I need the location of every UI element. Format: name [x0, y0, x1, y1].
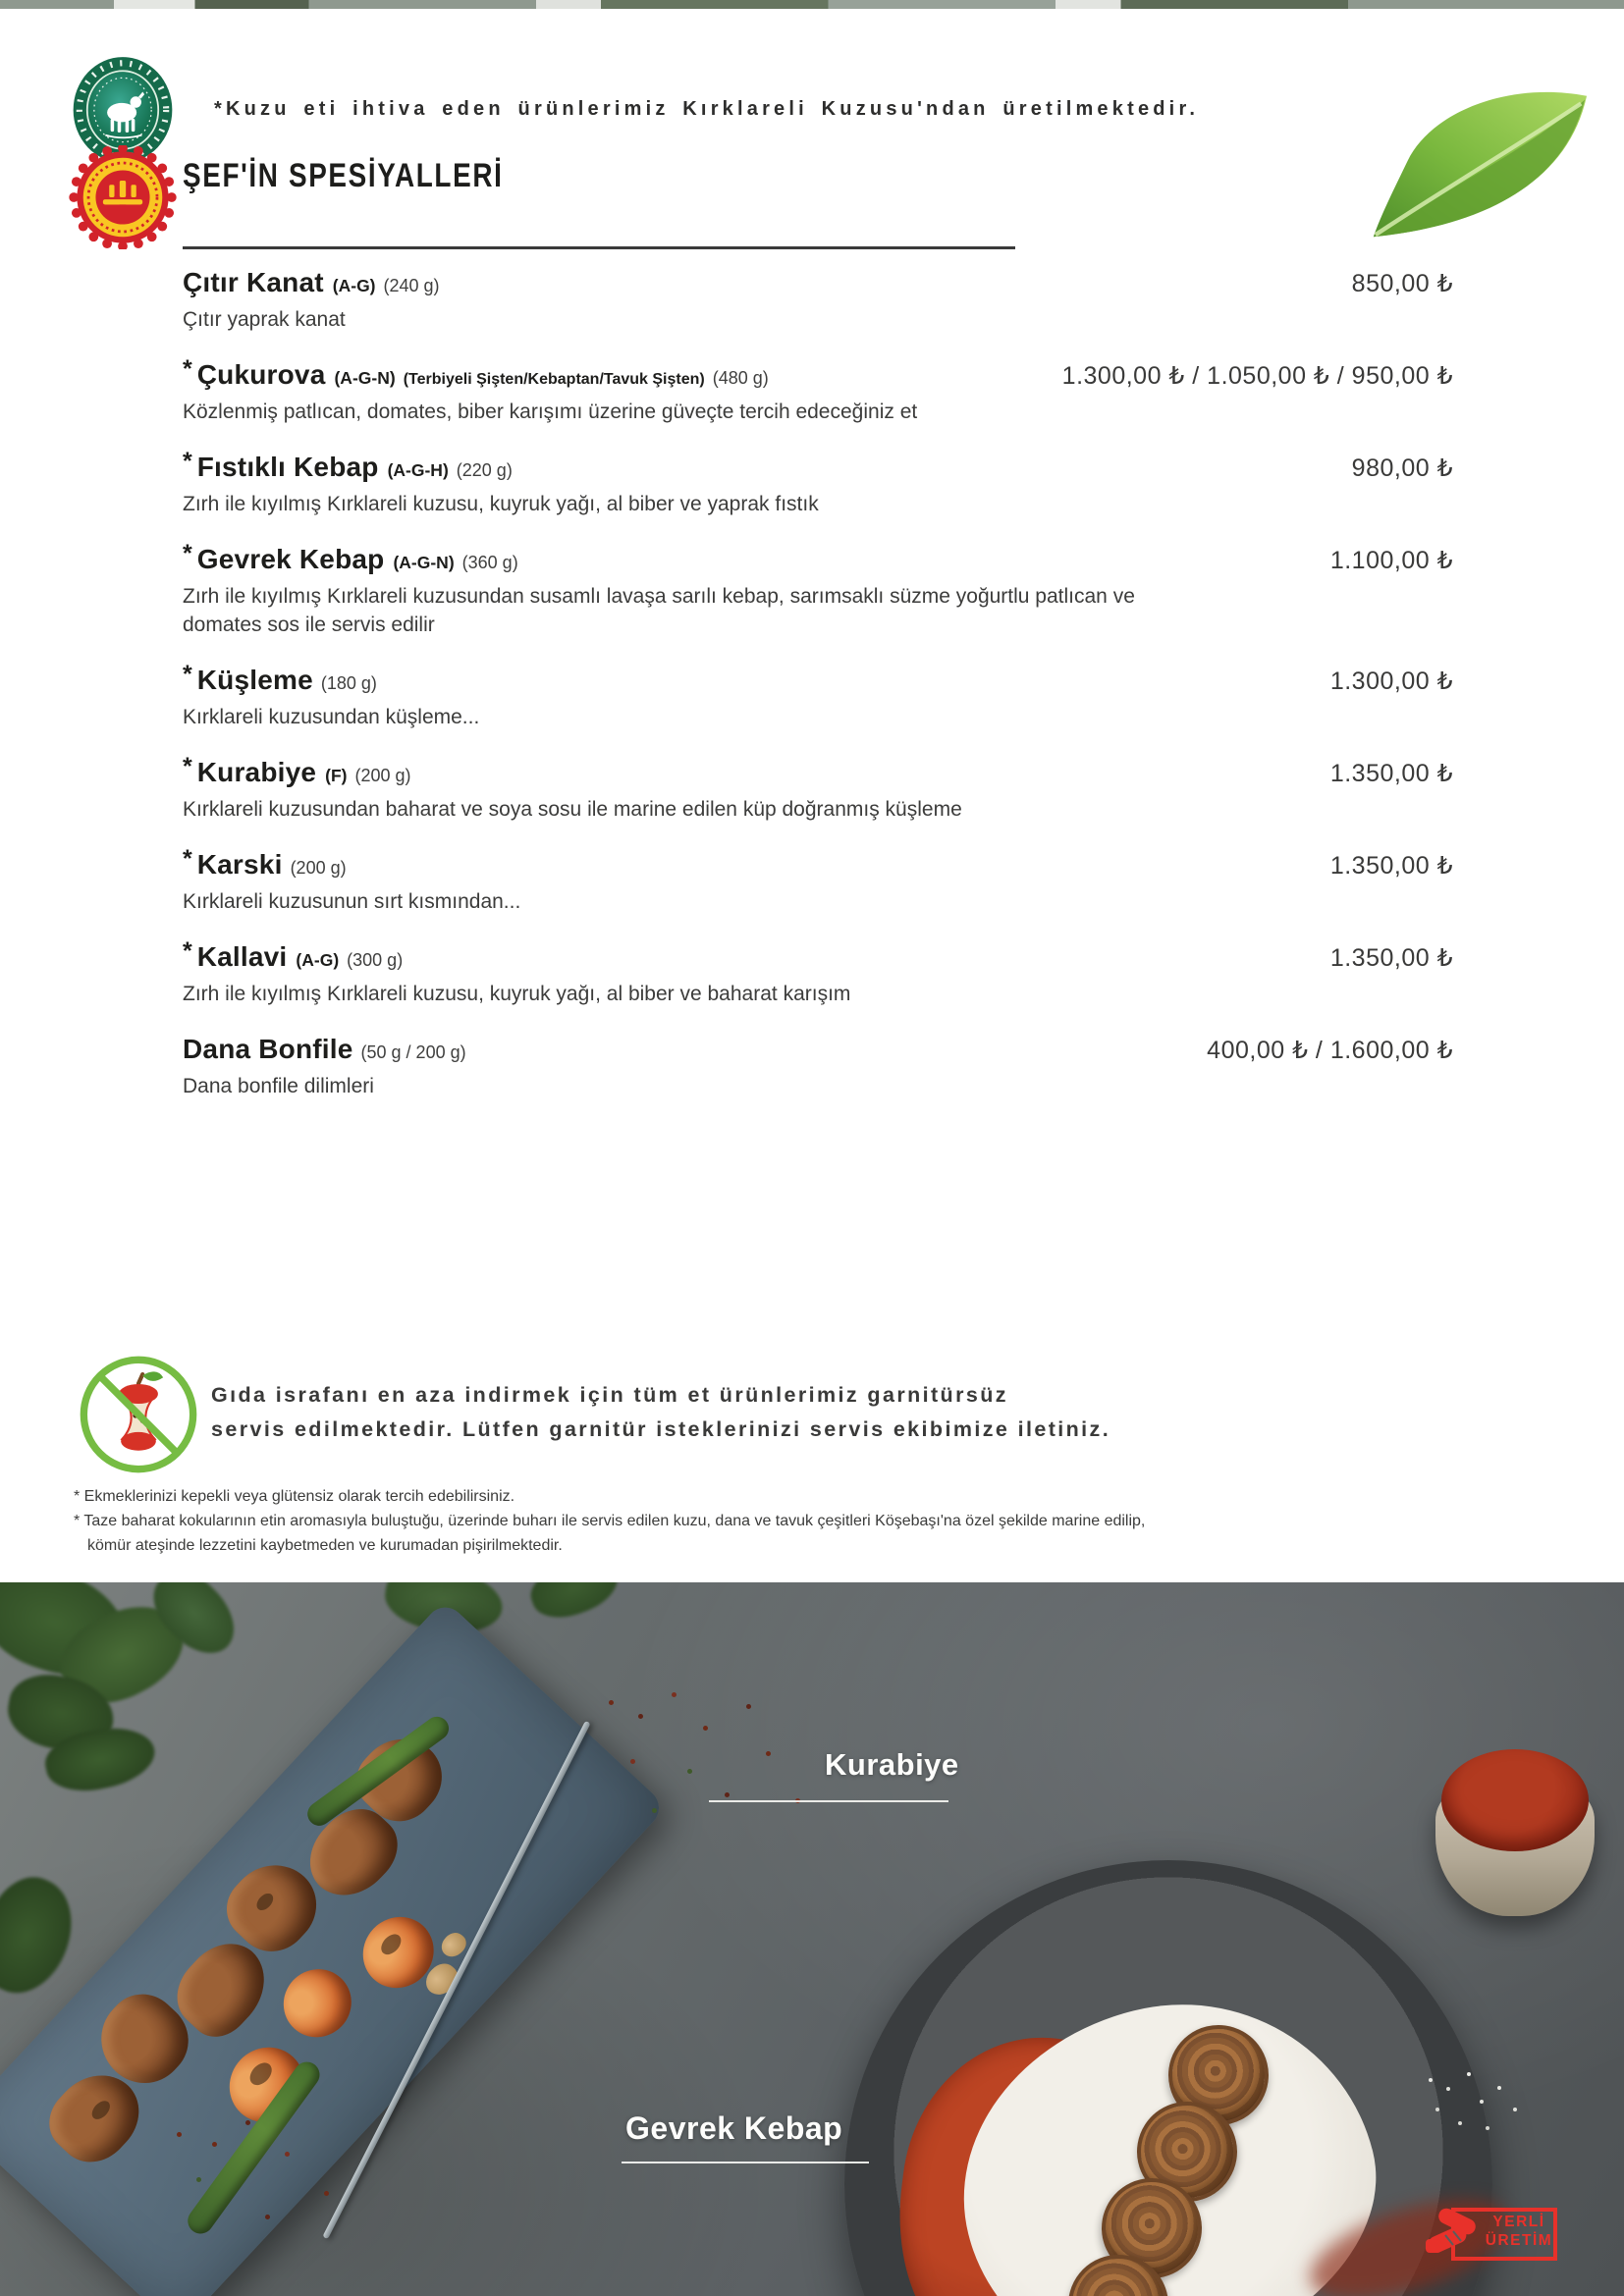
dish-name: Karski — [196, 849, 283, 880]
top-photo-strip — [0, 0, 1624, 9]
dish-name: Çukurova — [196, 359, 326, 390]
footnote-star: * — [183, 448, 192, 475]
dish-name: Dana Bonfile — [183, 1034, 353, 1064]
menu-item-title — [183, 1034, 466, 1065]
menu-item — [183, 448, 1453, 518]
dish-price: 1.350,00 ₺ — [1329, 944, 1453, 972]
title-divider — [183, 246, 1015, 249]
dish-description: Zırh ile kıyılmış Kırklareli kuzusu, kuyruk yağı, al biber ve yaprak fıstık — [183, 493, 819, 515]
dish-price: 980,00 ₺ — [1351, 454, 1453, 482]
menu-item — [183, 267, 1453, 334]
dish-description: Kırklareli kuzusundan küşleme... — [183, 706, 480, 728]
food-photo — [0, 1582, 1624, 2296]
menu-item — [183, 1034, 1453, 1100]
footnote-star: * — [183, 937, 192, 965]
menu-item-header — [183, 448, 1453, 483]
red-pepper-paste — [1441, 1749, 1589, 1851]
footnote-star: * — [183, 845, 192, 873]
portion-weight: (220 g) — [456, 460, 513, 480]
footnote-marination-line1: * Taze baharat kokularının etin aromasıyla buluştuğu, üzerinde buharı ile servis edilen kuzu, dana ve tavuk çeşitleri Köşebaşı'na özel şekilde marine edilip, — [74, 1513, 1146, 1529]
yerli-line: YERLİ — [1492, 2214, 1545, 2230]
footnote-star: * — [183, 753, 192, 780]
menu-item-title — [183, 937, 404, 973]
menu-item-title — [183, 355, 769, 391]
menu-item-title — [183, 540, 518, 575]
uretim-line: ÜRETİM — [1485, 2232, 1553, 2249]
menu-list — [183, 267, 1453, 1126]
footnotes — [74, 1484, 1145, 1558]
yerli-uretim-text — [1485, 2213, 1553, 2250]
dish-description: Közlenmiş patlıcan, domates, biber karışımı üzerine güveçte tercih edeceğiniz et — [183, 400, 918, 423]
portion-weight: (50 g / 200 g) — [360, 1042, 466, 1062]
menu-item-title — [183, 448, 513, 483]
menu-item-title — [183, 661, 377, 696]
no-waste-note — [211, 1378, 1110, 1447]
menu-item — [183, 937, 1453, 1008]
photo-label-kurabiye: Kurabiye — [825, 1747, 959, 1782]
dish-name: Küşleme — [196, 665, 313, 695]
photo-label-gevrek-kebap: Gevrek Kebap — [625, 2110, 843, 2146]
menu-item — [183, 753, 1453, 824]
grilled-tomato — [270, 1955, 365, 2052]
dish-name: Çıtır Kanat — [183, 267, 324, 297]
dish-description: Zırh ile kıyılmış Kırklareli kuzusu, kuyruk yağı, al biber ve baharat karışım — [183, 983, 851, 1005]
no-waste-note-line1: Gıda israfanı en aza indirmek için tüm et ürünlerimiz garnitürsüz — [211, 1383, 1008, 1407]
menu-item-header — [183, 937, 1453, 973]
allergen-code: (A-G-H) — [387, 460, 449, 480]
yerli-uretim-badge — [1426, 2206, 1559, 2263]
menu-item — [183, 355, 1453, 426]
portion-weight: (200 g) — [290, 858, 347, 878]
dish-price: 1.350,00 ₺ — [1329, 852, 1453, 880]
salt-crystals — [1429, 2078, 1433, 2082]
pepper-paste-bowl — [1435, 1739, 1595, 1926]
menu-item-header — [183, 845, 1453, 881]
dish-variant-note: (Terbiyeli Şişten/Kebaptan/Tavuk Şişten) — [403, 371, 705, 388]
parsley-garnish — [0, 1865, 89, 2007]
spice-speckles — [177, 2132, 182, 2137]
menu-item — [183, 540, 1453, 639]
lamb-origin-note: *Kuzu eti ihtiva eden ürünlerimiz Kırklareli Kuzusu'ndan üretilmektedir. — [214, 98, 1200, 120]
dish-price: 400,00 ₺ / 1.600,00 ₺ — [1207, 1037, 1453, 1064]
photo-label-gevrek-underline — [622, 2162, 869, 2163]
menu-item — [183, 661, 1453, 731]
portion-weight: (200 g) — [354, 766, 411, 785]
allergen-code: (A-G-N) — [334, 368, 396, 388]
no-waste-note-line2: servis edilmektedir. Lütfen garnitür isteklerinizi servis ekibimize iletiniz. — [211, 1417, 1111, 1441]
dish-description: Kırklareli kuzusunun sırt kısmından... — [183, 890, 521, 913]
menu-item-header — [183, 267, 1453, 298]
menu-item-header — [183, 753, 1453, 788]
dish-description: Dana bonfile dilimleri — [183, 1075, 374, 1097]
menu-item-header — [183, 355, 1453, 391]
dish-price: 1.100,00 ₺ — [1329, 547, 1453, 574]
allergen-code: (F) — [325, 766, 348, 785]
photo-label-kurabiye-underline — [709, 1800, 948, 1802]
portion-weight: (180 g) — [320, 673, 377, 693]
allergen-code: (A-G) — [296, 950, 340, 970]
no-food-waste-icon — [77, 1353, 200, 1481]
geographical-indication-badge-icon — [57, 145, 189, 254]
allergen-code: (A-G) — [332, 276, 376, 295]
portion-weight: (360 g) — [461, 553, 518, 572]
spice-speckles — [609, 1700, 614, 1705]
menu-item-title — [183, 845, 347, 881]
footnote-star: * — [183, 661, 192, 688]
allergen-code: (A-G-N) — [393, 553, 455, 572]
dish-price: 1.350,00 ₺ — [1329, 760, 1453, 787]
portion-weight: (480 g) — [712, 368, 769, 388]
portion-weight: (300 g) — [347, 950, 404, 970]
dish-name: Kallavi — [196, 941, 288, 972]
leaf-icon — [1363, 86, 1594, 248]
dish-name: Fıstıklı Kebap — [196, 452, 379, 482]
dish-price: 850,00 ₺ — [1351, 270, 1453, 297]
menu-item-header — [183, 540, 1453, 575]
parsley-garnish — [524, 1582, 624, 1628]
portion-weight: (240 g) — [383, 276, 440, 295]
page-title: ŞEF'İN SPESİYALLERİ — [183, 157, 504, 194]
menu-item-title — [183, 267, 440, 298]
menu-item-title — [183, 753, 411, 788]
menu-item-header — [183, 1034, 1453, 1065]
dish-price: 1.300,00 ₺ / 1.050,00 ₺ / 950,00 ₺ — [1061, 362, 1453, 390]
menu-item — [183, 845, 1453, 916]
dish-name: Gevrek Kebap — [196, 544, 385, 574]
dish-description: Çıtır yaprak kanat — [183, 308, 346, 331]
dish-price: 1.300,00 ₺ — [1329, 667, 1453, 695]
footnote-bread: * Ekmeklerinizi kepekli veya glütensiz olarak tercih edebilirsiniz. — [74, 1488, 515, 1505]
dish-name: Kurabiye — [196, 757, 317, 787]
footnote-marination-line2: kömür ateşinde lezzetini kaybetmeden ve kurumadan pişirilmektedir. — [87, 1537, 563, 1554]
footnote-star: * — [183, 540, 192, 567]
dish-description: Kırklareli kuzusundan baharat ve soya sosu ile marine edilen küp doğranmış küşleme — [183, 798, 962, 821]
menu-item-header — [183, 661, 1453, 696]
footnote-star: * — [183, 355, 192, 383]
dish-description: Zırh ile kıyılmış Kırklareli kuzusundan susamlı lavaşa sarılı kebap, sarımsaklı süzme yoğurtlu patlıcan ve domates sos ile servis edilir — [183, 585, 1135, 636]
